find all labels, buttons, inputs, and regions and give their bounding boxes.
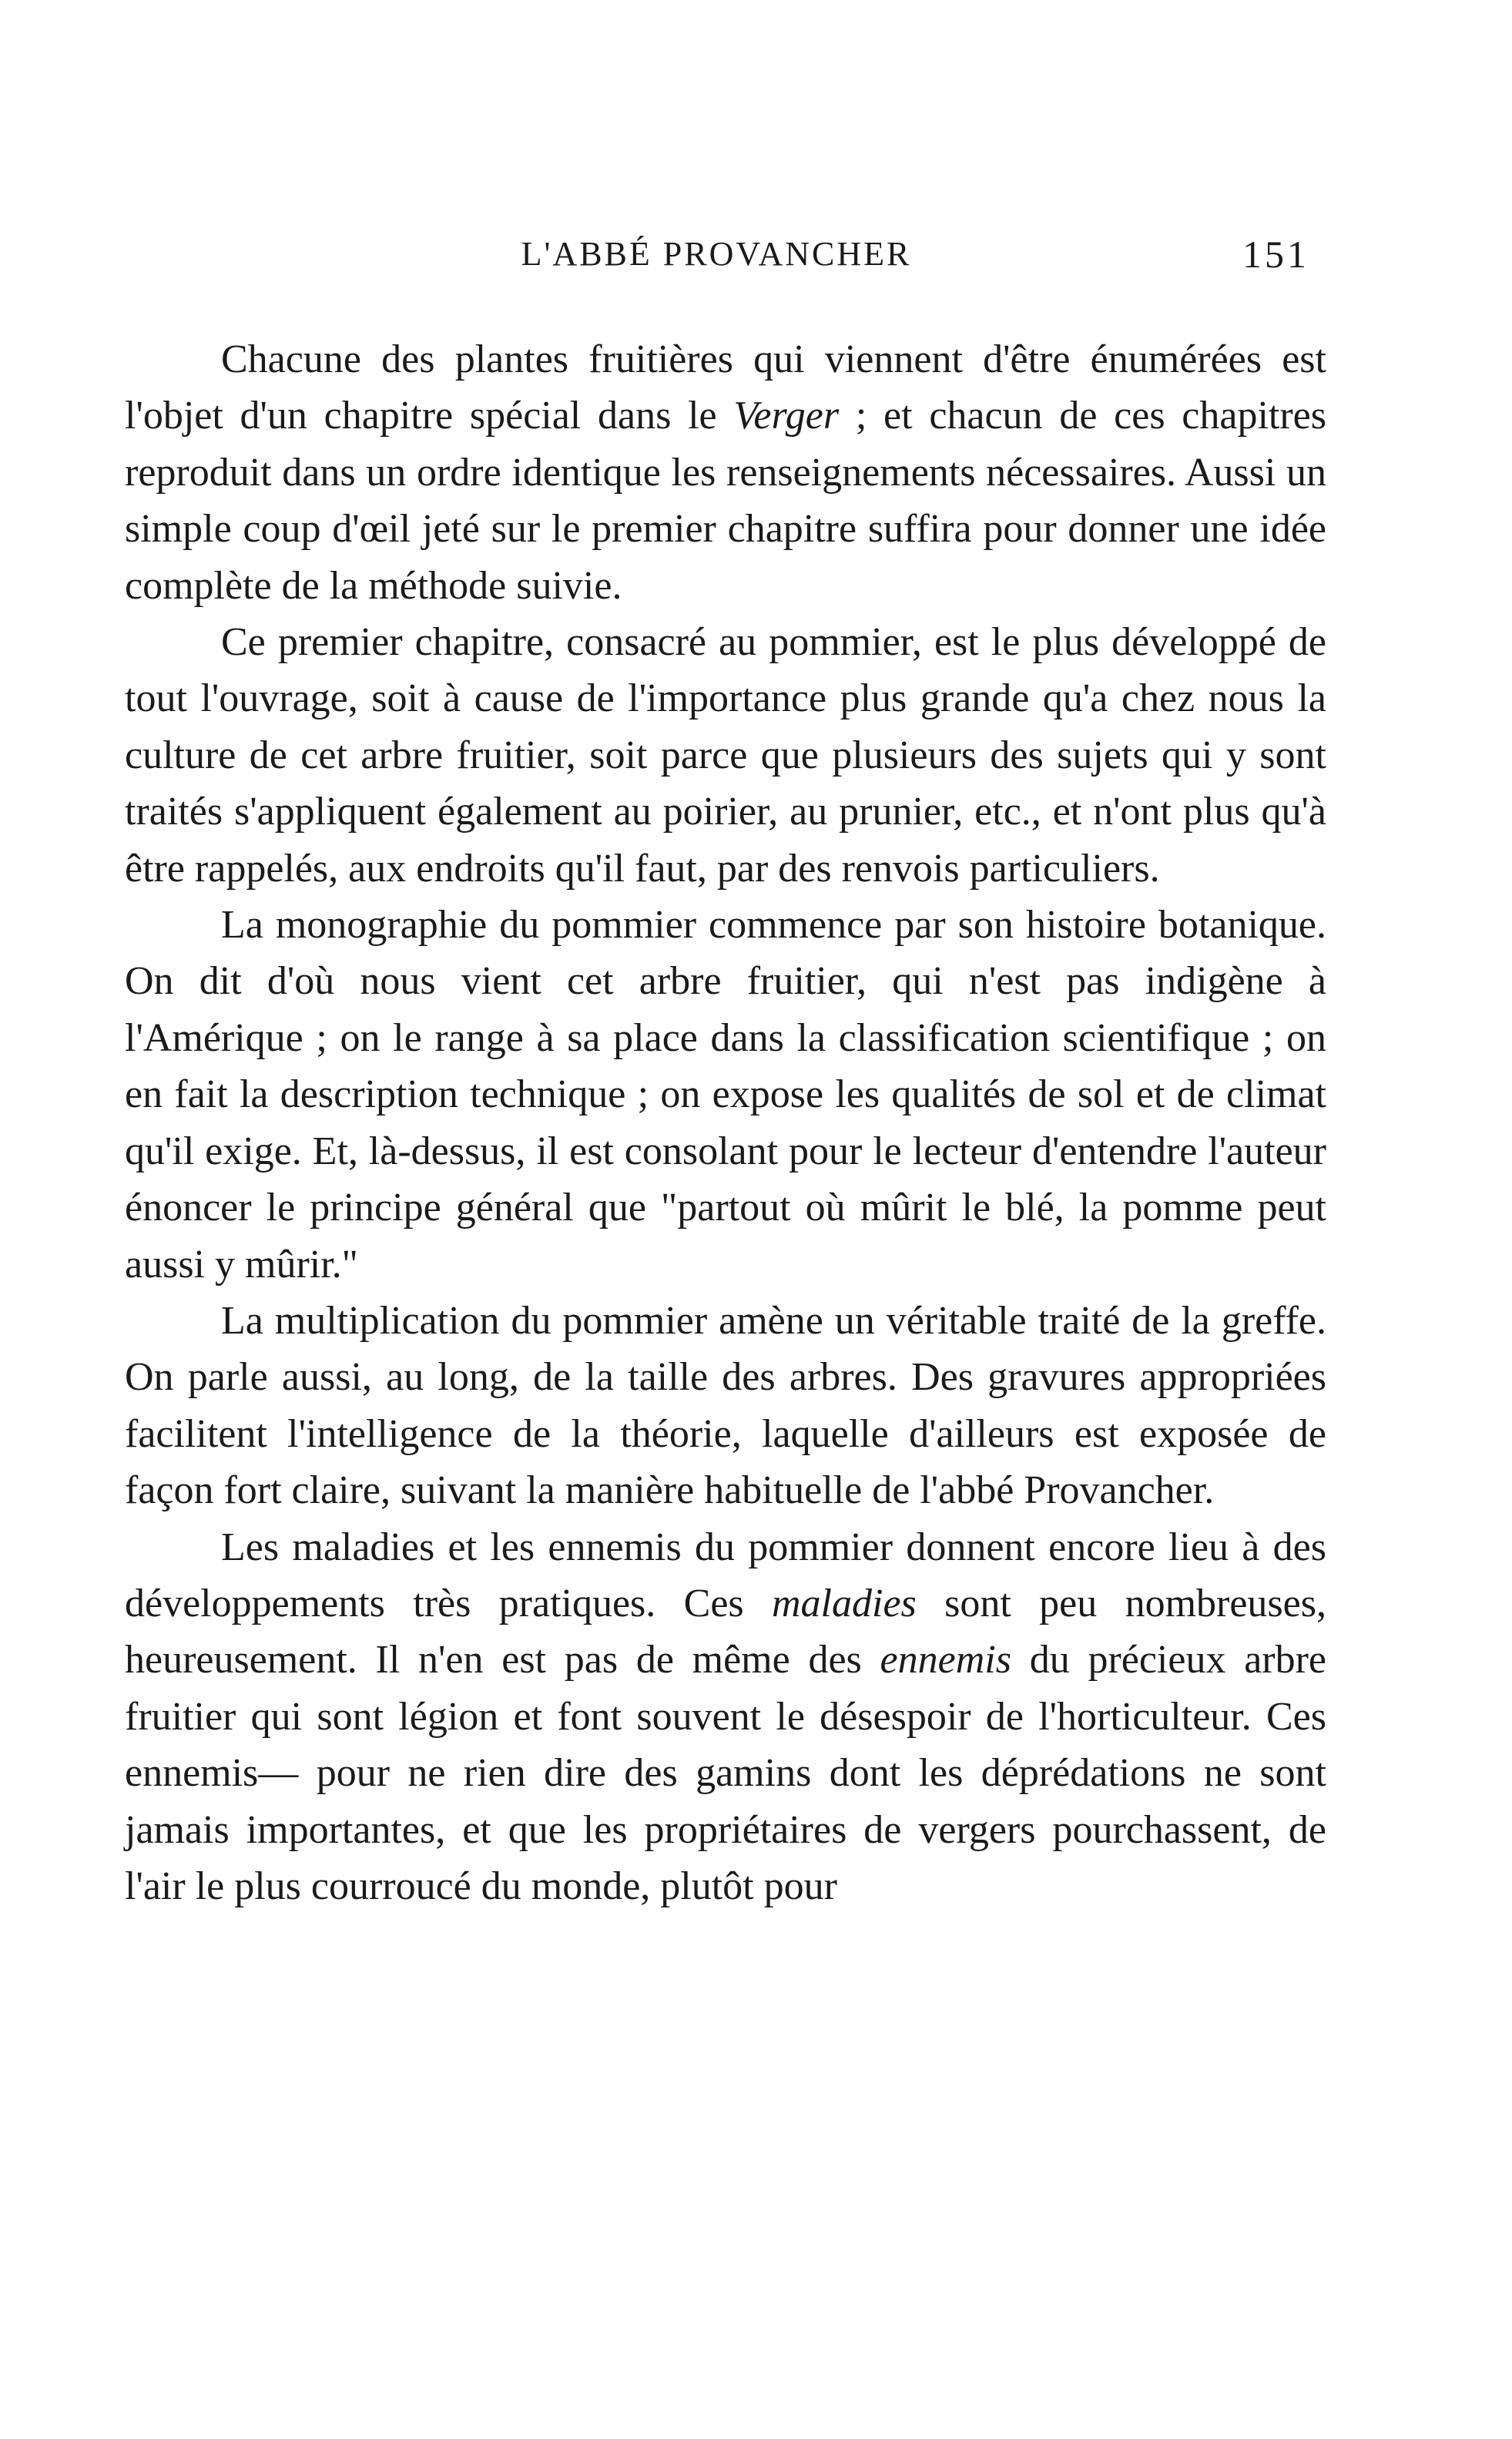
paragraph-5-text-a: Les maladies et les ennemis du pommier donnent encore lieu à des développements très pratiques. Ces: [125, 1525, 1326, 1625]
paragraph-5-italic-ennemis: ennemis: [880, 1638, 1011, 1682]
paragraph-4: La multiplication du pommier amène un véritable traité de la greffe. On parle aussi, au long, de la taille des arbres. Des gravures appropriées facilitent l'intelligence de la théorie, laquelle d'ailleurs est exposée de façon fort claire, suivant la manière habituelle de l'abbé Provancher.: [125, 1298, 1326, 1513]
paragraph-5: [125, 1519, 1326, 1915]
paragraph-1: [125, 331, 1326, 614]
paragraph-3: La monographie du pommier commence par son histoire botanique. On dit d'où nous vient cet arbre fruitier, qui n'est pas indigène à l'Amérique ; on le range à sa place dans la classification scientifique ; on en fait la description technique ; on expose les qualités de sol et de climat qu'il exige. Et, là-dessus, il est consolant pour le lecteur d'entendre l'auteur énoncer le principe général que "partout où mûrit le blé, la pomme peut aussi y mûrir.": [125, 903, 1326, 1287]
paragraph-1-text-a: Chacune des plantes fruitières qui viennent d'être énumérées est l'objet d'un chapitre spécial dans le: [125, 337, 1326, 438]
paragraph-1-italic-verger: Verger: [733, 394, 840, 438]
paragraph-2: Ce premier chapitre, consacré au pommier, est le plus développé de tout l'ouvrage, soit à cause de l'importance plus grande qu'a chez nous la culture de cet arbre fruitier, soit parce que plusieurs des sujets qui y sont traités s'appliquent également au poirier, au prunier, etc., et n'ont plus qu'à être rappelés, aux endroits qu'il faut, par des renvois particuliers.: [125, 620, 1326, 891]
body-text: [125, 331, 1326, 1914]
paragraph-5-text-c: du précieux arbre fruitier qui sont légion et font souvent le désespoir de l'horticulteur. Ces ennemis— pour ne rien dire des gamins dont les déprédations ne sont jamais importantes, et que les propriétaires de vergers pourchassent, de l'air le plus courroucé du monde, plutôt pour: [125, 1638, 1327, 1908]
paragraph-5-italic-maladies: maladies: [772, 1581, 917, 1625]
page-number: 151: [1242, 233, 1309, 276]
paragraph-5-text-b: sont peu nombreuses, heureusement. Il n'en est pas de même des: [125, 1581, 1326, 1682]
paragraph-1-text-b: ; et chacun de ces chapitres reproduit dans un ordre identique les renseignements nécessaires. Aussi un simple coup d'œil jeté sur le premier chapitre suffira pour donner une idée complète de la méthode suivie.: [125, 394, 1326, 608]
running-head: [123, 231, 1309, 277]
running-title: L'ABBÉ PROVANCHER: [521, 235, 912, 273]
